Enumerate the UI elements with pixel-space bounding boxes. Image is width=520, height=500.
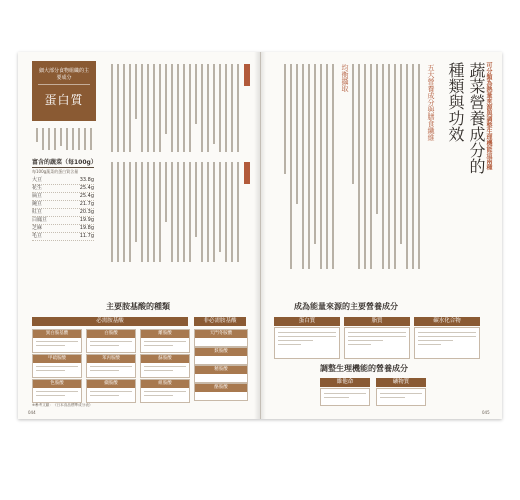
col-fat: 脂質 [344, 317, 410, 326]
table-row: 紅豆 20.3g [32, 209, 94, 215]
protein-box-title: 蛋白質 [44, 93, 84, 107]
energy-nutrients-title: 成為能量來源的主要營養成分 [294, 302, 398, 311]
nonessential-label: 非必需胺基酸 [194, 317, 246, 326]
left-page [18, 52, 261, 419]
amino-cell: 蘇胺酸 [140, 354, 190, 378]
protein-content-table [32, 157, 97, 241]
amino-cell: 精胺酸 [194, 365, 248, 383]
amino-cell: 甲硫胺酸 [32, 354, 82, 378]
protein-box-caption: 細大部分食物組織的主要成分 [38, 68, 90, 85]
amino-cell: 酪胺酸 [194, 383, 248, 401]
col-carbohydrate: 碳水化合物 [414, 317, 480, 326]
amino-cell: 天門冬胺酸 [194, 329, 248, 347]
amino-cell: 異白胺基酸 [32, 329, 82, 353]
amino-cell: 白胺酸 [86, 329, 136, 353]
body-heading-marker-2 [244, 162, 250, 184]
table-row: 花生 25.4g [32, 185, 94, 191]
page-number-right: 045 [482, 410, 490, 415]
table-row: 毛豆 11.7g [32, 233, 94, 239]
nutrient-cell [344, 327, 410, 359]
table-row: 扁豆 25.4g [32, 193, 94, 199]
col-vitamin: 維他命 [320, 378, 370, 387]
nutrient-cell [320, 388, 370, 406]
section-heading-1: 五大營養成分與膳食纖維 [427, 64, 435, 141]
title-line-2: 種類與功效 [446, 62, 465, 142]
book-gutter [254, 52, 266, 419]
regulating-nutrients-title: 調整生理機能的營養成分 [320, 364, 408, 373]
amino-cell: 苯丙胺酸 [86, 354, 136, 378]
table-row: 豌豆 21.7g [32, 201, 94, 207]
table-row: 白鳳豆 19.9g [32, 217, 94, 223]
amino-cell: 離胺酸 [140, 329, 190, 353]
title-line-1: 蔬菜營養成分的 [467, 62, 486, 174]
open-book [18, 52, 502, 419]
col-mineral: 礦物質 [376, 378, 426, 387]
amino-cell: 纈胺酸 [86, 379, 136, 403]
table-row: 芝麻 19.8g [32, 225, 94, 231]
amino-acid-section-title: 主要胺基酸的種類 [106, 302, 170, 311]
amino-cell: 色胺酸 [32, 379, 82, 403]
chapter-subtitle: 可分類為熱量來源與調整生理機能這兩種 [485, 62, 492, 170]
amino-cell: 麩胺酸 [194, 347, 248, 365]
amino-cell: 組胺酸 [140, 379, 190, 403]
table-subtitle: 每100g蔬菜的蛋白質含量 [32, 169, 79, 174]
section-heading-2: 均衡攝取 [341, 64, 349, 92]
body-heading-marker [244, 64, 250, 86]
page-number-left: 044 [28, 410, 36, 415]
protein-title-box [32, 61, 96, 121]
nutrient-cell [274, 327, 340, 359]
table-title: 富含的蔬菜（每100g） [32, 159, 97, 166]
table-row: 大豆 33.8g [32, 177, 94, 183]
nutrient-cell [414, 327, 480, 359]
col-protein: 蛋白質 [274, 317, 340, 326]
essential-label: 必需胺基酸 [32, 317, 188, 326]
nutrient-cell [376, 388, 426, 406]
right-page [260, 52, 502, 419]
footnote: ※參考文獻：《日本食品標準成分表》 [32, 403, 93, 407]
